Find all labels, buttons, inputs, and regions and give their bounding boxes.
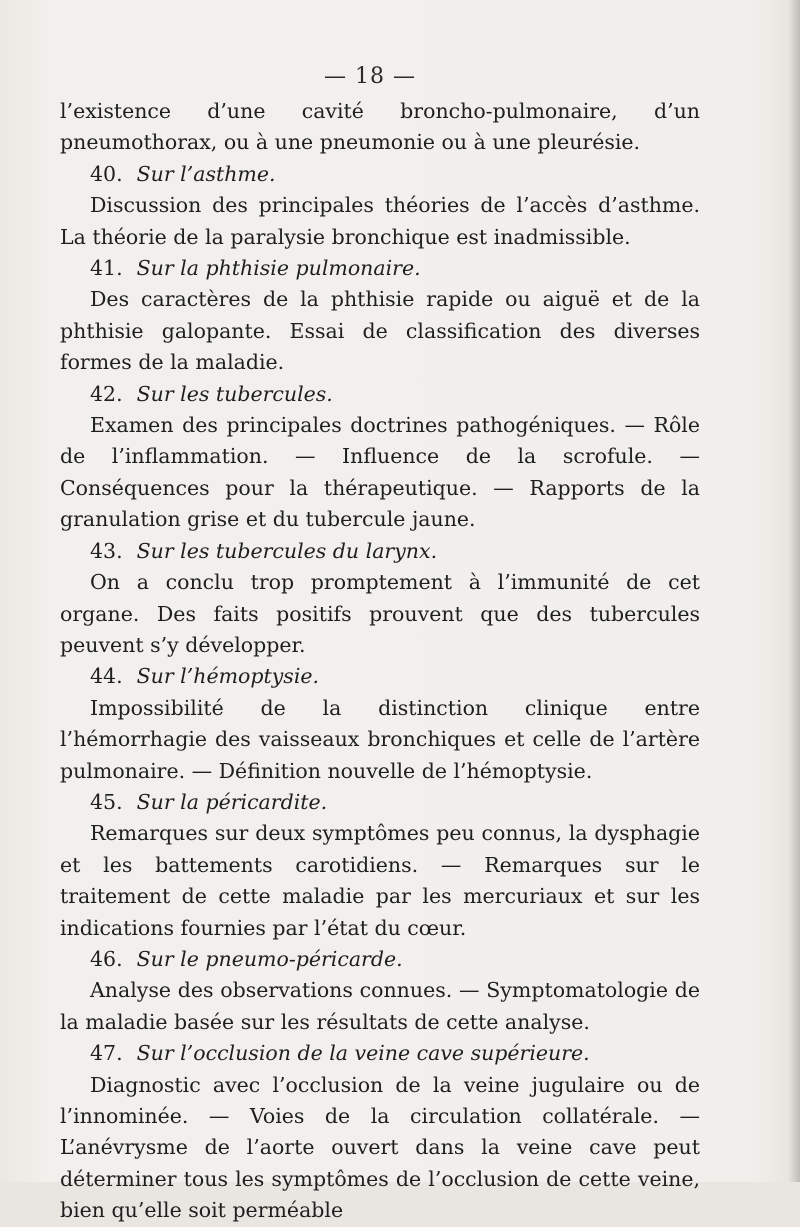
section-text-44: Impossibilité de la distinction clinique entre l’hémorrhagie des vaisseaux bronchiques et celle de l’artère pulmonaire. — Définition nouvelle de l’hémoptysie.	[60, 695, 700, 783]
section-heading-46	[60, 944, 700, 975]
page-body	[60, 96, 700, 1227]
section-heading-44	[60, 661, 700, 692]
page-edge-shadow	[788, 0, 800, 1182]
section-title: Sur la phthisie pulmonaire.	[136, 256, 421, 281]
section-number: 41.	[90, 256, 123, 281]
section-text-43: On a conclu trop promptement à l’immunité de cet organe. Des faits positifs prouvent que des tubercules peuvent s’y développer.	[60, 570, 700, 657]
section-heading-40	[60, 159, 700, 190]
section-number: 44.	[90, 664, 123, 689]
section-text-42: Examen des principales doctrines pathogéniques. — Rôle de l’inflammation. — Influence de la scrofule. — Conséquences pour la thérapeutique. — Rapports de la granulation grise et du tubercule jaune.	[60, 413, 700, 532]
section-number: 46.	[90, 946, 123, 971]
section-title: Sur l’occlusion de la veine cave supérieure.	[136, 1041, 590, 1066]
section-number: 40.	[90, 161, 123, 186]
page-number: — 18 —	[324, 64, 416, 89]
section-title: Sur l’hémoptysie.	[136, 664, 320, 689]
section-text-47: Diagnostic avec l’occlusion de la veine jugulaire ou de l’innominée. — Voies de la circulation collatérale. — L’anévrysme de l’aorte ouvert dans la veine cave peut déterminer tous les symptômes de l’occlusion de cette veine, bien qu’elle soit perméable	[60, 1072, 700, 1223]
section-number: 42.	[90, 381, 123, 406]
section-title: Sur les tubercules.	[136, 381, 333, 406]
section-title: Sur la péricardite.	[136, 789, 328, 814]
section-title: Sur le pneumo-péricarde.	[136, 946, 403, 971]
section-title: Sur les tubercules du larynx.	[136, 538, 438, 563]
section-number: 43.	[90, 538, 123, 563]
section-text-40: Discussion des principales théories de l’accès d’asthme. La théorie de la paralysie bronchique est inadmissible.	[60, 193, 700, 249]
section-title: Sur l’asthme.	[136, 161, 276, 186]
continuation-paragraph: l’existence d’une cavité broncho-pulmonaire, d’un pneumothorax, ou à une pneumonie ou à une pleurésie.	[60, 99, 700, 155]
section-heading-42	[60, 379, 700, 410]
section-text-46: Analyse des observations connues. — Symptomatologie de la maladie basée sur les résultats de cette analyse.	[60, 978, 700, 1034]
section-heading-43	[60, 536, 700, 567]
section-number: 45.	[90, 789, 123, 814]
section-heading-41	[60, 253, 700, 284]
section-heading-47	[60, 1038, 700, 1069]
section-heading-45	[60, 787, 700, 818]
section-text-41: Des caractères de la phthisie rapide ou aiguë et de la phthisie galopante. Essai de classification des diverses formes de la maladie.	[60, 287, 700, 375]
section-number: 47.	[90, 1041, 123, 1066]
section-text-45: Remarques sur deux symptômes peu connus, la dysphagie et les battements carotidiens. — Remarques sur le traitement de cette maladie par les mercuriaux et sur les indications fournies par l’état du cœur.	[60, 821, 700, 940]
